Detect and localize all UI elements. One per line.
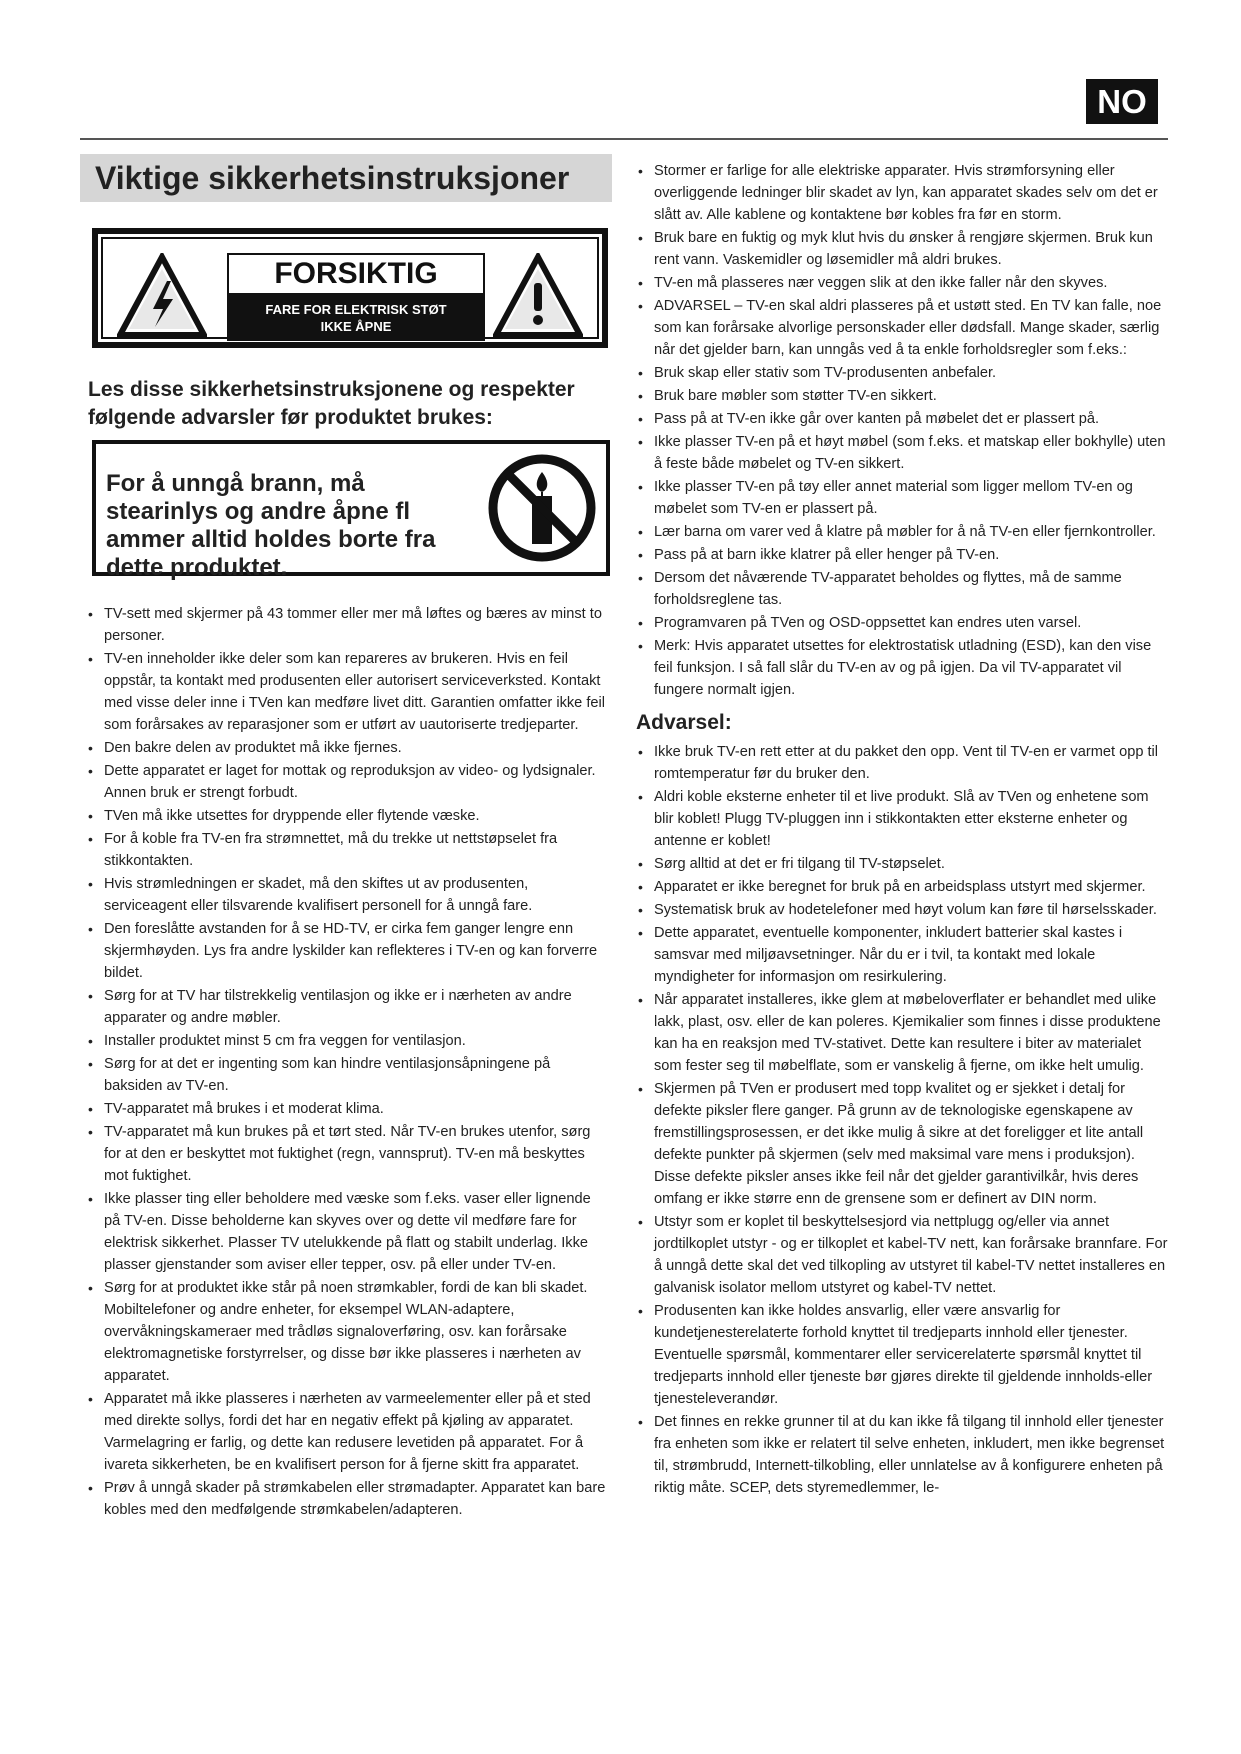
no-open-flame-icon — [486, 452, 598, 564]
list-item: • Aldri koble eksterne enheter til et live produkt. Slå av TVen og enhetene som blir koblet! Plugg TV-pluggen inn i stikkontakten etter eksterne enheter og antenne er koblet! — [636, 786, 1168, 852]
list-item: • Apparatet er ikke beregnet for bruk på en arbeidsplass utstyrt med skjermer. — [636, 876, 1168, 898]
list-item: • Bruk skap eller stativ som TV-produsenten anbefaler. — [636, 362, 1168, 384]
left-instructions-list — [86, 603, 608, 1521]
list-item: • Dette apparatet, eventuelle komponenter, inkludert batterier skal kastes i samsvar med miljøavsetninger. Når du er i tvil, ta kontakt med lokale myndigheter for informasjon om resirkulering. — [636, 922, 1168, 988]
read-instructions-heading: Les disse sikkerhetsinstruksjonene og respekter følgende advarsler før produktet brukes: — [88, 378, 575, 429]
list-item: • Produsenten kan ikke holdes ansvarlig, eller være ansvarlig for kundetjenesterelaterte forhold knyttet til tredjeparts innhold eller tjenester. Eventuelle spørsmål, kommentarer eller servicerelaterte spørsmål knyttet til tredjeparts innhold eller tjeneste bør gjøres direkte til gjeldende innholds-eller tjenesteleverandør. — [636, 1300, 1168, 1410]
list-item: • Pass på at TV-en ikke går over kanten på møbelet det er plassert på. — [636, 408, 1168, 430]
fire-warning-text: For å unngå brann, må stearinlys og andre åpne fl ammer alltid holdes borte fra dette produktet. — [106, 470, 436, 581]
list-item: • Lær barna om varer ved å klatre på møbler for å nå TV-en eller fjernkontroller. — [636, 521, 1168, 543]
list-item: • Utstyr som er koplet til beskyttelsesjord via nettplugg og/eller via annet jordtilkoplet utstyr - og er tilkoplet et kabel-TV nett, kan forårsake brannfare. For å unngå dette skal det ved tilkopling av utstyret til kabel-TV nettet installeres en galvanisk isolator mellom utstyret og kabel-TV nettet. — [636, 1211, 1168, 1299]
list-item: • Den foreslåtte avstanden for å se HD-TV, er cirka fem ganger lengre enn skjermhøyden. Lys fra andre lyskilder kan reflekteres i TV-en og kan forverre bildet. — [86, 918, 608, 984]
caution-subtext-line1: FARE FOR ELEKTRISK STØT — [265, 302, 447, 317]
list-item: • Installer produktet minst 5 cm fra veggen for ventilasjon. — [86, 1030, 608, 1052]
list-item: • Dersom det nåværende TV-apparatet beholdes og flyttes, må de samme forholdsreglene tas. — [636, 567, 1168, 611]
list-item: • Pass på at barn ikke klatrer på eller henger på TV-en. — [636, 544, 1168, 566]
list-item: • For å koble fra TV-en fra strømnettet, må du trekke ut nettstøpselet fra stikkontakten. — [86, 828, 608, 872]
list-item: • Ikke plasser TV-en på tøy eller annet material som ligger mellom TV-en og møbelet som TV-en er plassert på. — [636, 476, 1168, 520]
list-item: • Når apparatet installeres, ikke glem at møbeloverflater er behandlet med ulike lakk, plast, osv. eller de kan poleres. Kjemikalier som finnes i disse produktene kan ha en reaksjon med TV-stativet. Dette kan resultere i biter av materialet som fester seg til møbelflate, som er vanskelig å fjerne, om ikke helt umulig. — [636, 989, 1168, 1077]
list-item: • Den bakre delen av produktet må ikke fjernes. — [86, 737, 608, 759]
list-item: • Sørg alltid at det er fri tilgang til TV-støpselet. — [636, 853, 1168, 875]
list-item: • Dette apparatet er laget for mottak og reproduksjon av video- og lydsignaler. Annen bruk er strengt forbudt. — [86, 760, 608, 804]
list-item: • Programvaren på TVen og OSD-oppsettet kan endres uten varsel. — [636, 612, 1168, 634]
caution-text-block — [227, 253, 485, 341]
list-item: • TV-sett med skjermer på 43 tommer eller mer må løftes og bæres av minst to personer. — [86, 603, 608, 647]
page-title: Viktige sikkerhetsinstruksjoner — [80, 154, 612, 202]
list-item: • Ikke bruk TV-en rett etter at du pakket den opp. Vent til TV-en er varmet opp til romtemperatur før du bruker den. — [636, 741, 1168, 785]
caution-word: FORSIKTIG — [227, 253, 485, 295]
list-item: • Stormer er farlige for alle elektriske apparater. Hvis strømforsyning eller overliggende ledninger blir skadet av lyn, kan apparatet skades selv om det er slått av. Alle kablene og kontaktene bør kobles fra før en storm. — [636, 160, 1168, 226]
warning-heading: Advarsel: — [636, 711, 732, 734]
list-item: • Sørg for at produktet ikke står på noen strømkabler, fordi de kan bli skadet. Mobiltelefoner og andre enheter, for eksempel WLAN-adaptere, overvåkningskameraer med trådløs signaloverføring, osv. kan forårsake elektromagnetiske forstyrrelser, og disse bør ikke plasseres i nærheten av apparatet. — [86, 1277, 608, 1387]
caution-label — [92, 228, 608, 348]
list-item: • Apparatet må ikke plasseres i nærheten av varmeelementer eller på et sted med direkte sollys, fordi det har en negativ effekt på kjøling av apparatet. Varmelagring er farlig, og dette kan redusere levetiden på apparatet. For å ivareta sikkerheten, be en kvalifisert person for å fjerne skitt fra apparatet. — [86, 1388, 608, 1476]
list-item: • Sørg for at TV har tilstrekkelig ventilasjon og ikke er i nærheten av andre apparater og andre møbler. — [86, 985, 608, 1029]
right-column — [636, 160, 1168, 1500]
header-divider — [80, 138, 1168, 140]
list-item: • Merk: Hvis apparatet utsettes for elektrostatisk utladning (ESD), kan den vise feil funksjon. I så fall slår du TV-en av og på igjen. Da vil TV-apparatet vil fungere normalt igjen. — [636, 635, 1168, 701]
list-item: • Sørg for at det er ingenting som kan hindre ventilasjonsåpningene på baksiden av TV-en. — [86, 1053, 608, 1097]
caution-inner-border — [101, 237, 599, 339]
warning-list — [636, 741, 1168, 1499]
list-item: • Bruk bare møbler som støtter TV-en sikkert. — [636, 385, 1168, 407]
list-item: • TV-en må plasseres nær veggen slik at den ikke faller når den skyves. — [636, 272, 1168, 294]
list-item: • Ikke plasser TV-en på et høyt møbel (som f.eks. et matskap eller bokhylle) uten å feste både møbelet og TV-en sikkert. — [636, 431, 1168, 475]
list-item: • Ikke plasser ting eller beholdere med væske som f.eks. vaser eller lignende på TV-en. Disse beholderne kan skyves over og dette vil medføre fare for elektrisk sikkerhet. Plasser TV utelukkende på flatt og stabilt underlag. Ikke plasser gjenstander som aviser eller tepper, osv. på eller under TV-en. — [86, 1188, 608, 1276]
exclamation-warning-icon — [493, 253, 583, 339]
list-item: • TV-en inneholder ikke deler som kan repareres av brukeren. Hvis en feil oppstår, ta kontakt med produsenten eller autorisert serviceverksted. Kontakt med visse deler inne i TVen kan medføre livet ditt. Garantien omfatter ikke feil som forårsakes av reparasjoner som er utført av uautoriserte tredjeparter. — [86, 648, 608, 736]
list-item: • Det finnes en rekke grunner til at du kan ikke få tilgang til innhold eller tjenester fra enheten som ikke er relatert til selve enheten, inkludert, men ikke begrenset til, strømbrudd, Internett-tilkobling, eller unnlatelse av å konfigurere enheten på riktig måte. SCEP, dets styremedlemmer, le- — [636, 1411, 1168, 1499]
fire-warning-box — [92, 440, 610, 581]
list-item: • ADVARSEL – TV-en skal aldri plasseres på et ustøtt sted. En TV kan falle, noe som kan forårsake alvorlige personskader eller dødsfall. Mange skader, særlig når det gjelder barn, kan unngås ved å ta enkle forholdsregler som f.eks.: — [636, 295, 1168, 361]
list-item: • Hvis strømledningen er skadet, må den skiftes ut av produsenten, serviceagent eller tilsvarende kvalifisert personell for å unngå fare. — [86, 873, 608, 917]
lightning-warning-icon — [117, 253, 207, 339]
caution-subtext — [227, 295, 485, 341]
list-item: • TV-apparatet må brukes i et moderat klima. — [86, 1098, 608, 1120]
right-instructions-list — [636, 160, 1168, 701]
list-item: • Skjermen på TVen er produsert med topp kvalitet og er sjekket i detalj for defekte piksler flere ganger. På grunn av de teknologiske egenskapene av fremstillingsprosessen, er det ikke mulig å sikre at det foreligger et lite antall defekte punkter på skjermen (selv med maksimal vare mens i produksjon). Disse defekte piksler anses ikke feil når det gjelder garantivilkår, hvis deres omfang er ikke større enn de grensene som er definert av DIN norm. — [636, 1078, 1168, 1210]
list-item: • Bruk bare en fuktig og myk klut hvis du ønsker å rengjøre skjermen. Bruk kun rent vann. Vaskemidler og løsemidler må aldri brukes. — [636, 227, 1168, 271]
left-instructions-list-container — [86, 603, 608, 1522]
caution-subtext-line2: IKKE ÅPNE — [320, 319, 392, 334]
list-item: • TV-apparatet må kun brukes på et tørt sted. Når TV-en brukes utenfor, sørg for at den er beskyttet mot fuktighet (regn, vannsprut). TV-en må beskyttes mot fuktighet. — [86, 1121, 608, 1187]
list-item: • Systematisk bruk av hodetelefoner med høyt volum kan føre til hørselsskader. — [636, 899, 1168, 921]
language-badge: NO — [1086, 79, 1158, 124]
list-item: • Prøv å unngå skader på strømkabelen eller strømadapter. Apparatet kan bare kobles med den medfølgende strømkabelen/adapteren. — [86, 1477, 608, 1521]
list-item: • TVen må ikke utsettes for dryppende eller flytende væske. — [86, 805, 608, 827]
